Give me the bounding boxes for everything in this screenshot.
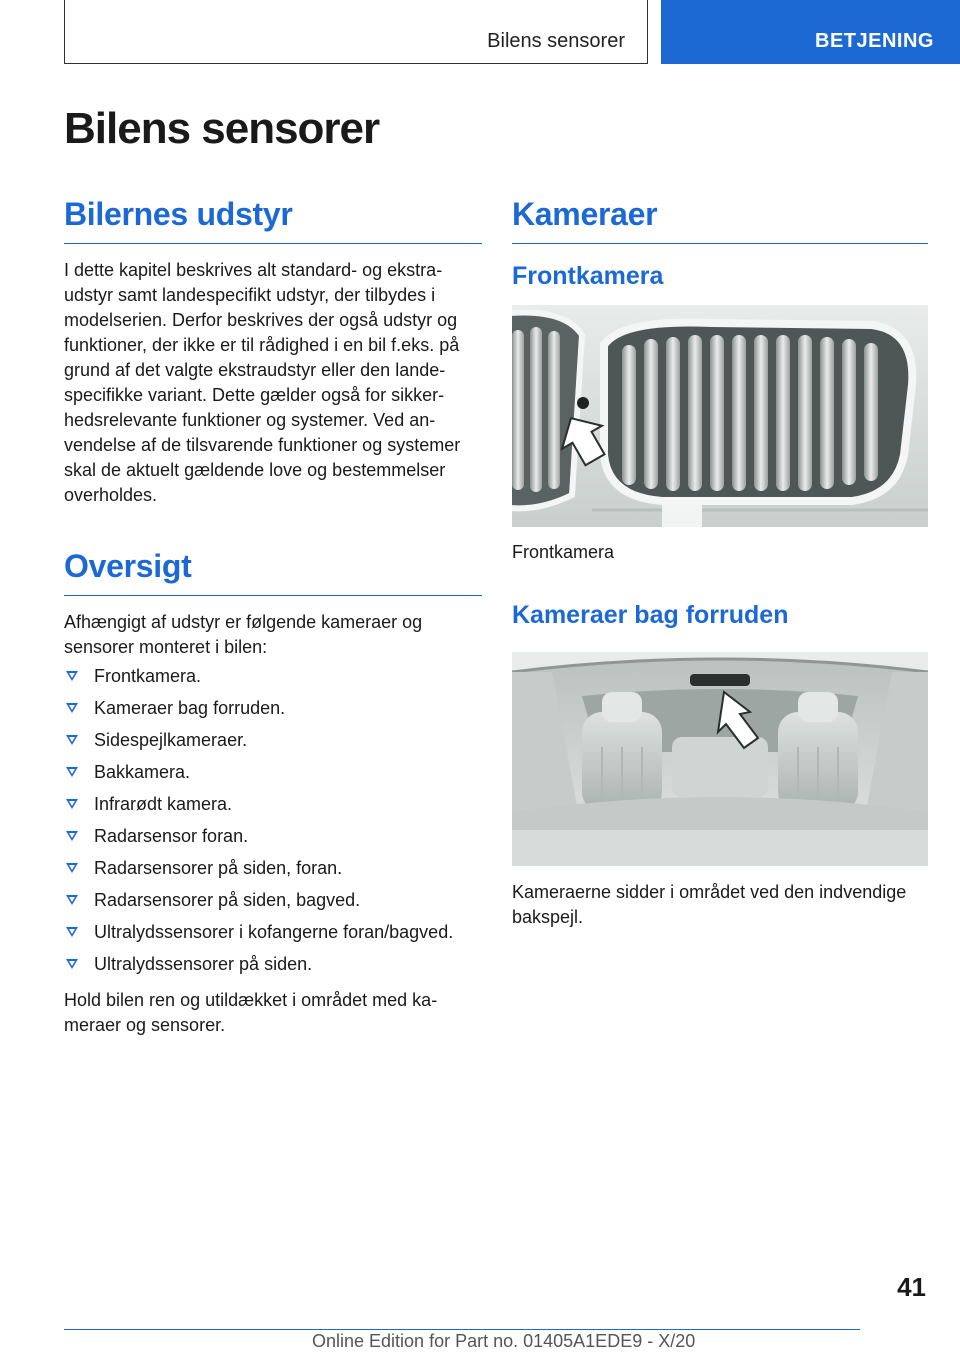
list-item: Kameraer bag forruden. <box>64 696 484 728</box>
closing-text: Hold bilen ren og utildækket i området med kameraer og sensorer. <box>64 990 438 1035</box>
kidney-grille-illustration <box>512 305 928 527</box>
list-item: Bakkamera. <box>64 760 484 792</box>
front-camera-image <box>512 305 928 527</box>
car-interior-illustration <box>512 652 928 866</box>
triangle-bullet-icon <box>66 767 78 777</box>
equipment-heading: Bilernes udstyr <box>64 196 482 244</box>
page-number: 41 <box>897 1272 926 1302</box>
list-item: Radarsensor foran. <box>64 824 484 856</box>
windshield-camera-caption: Kameraerne sidder i området ved den indvendige bakspejl. <box>512 882 907 927</box>
list-item: Sidespejlkameraer. <box>64 728 484 760</box>
header-section-title: Bilens sensorer <box>487 30 625 52</box>
triangle-bullet-icon <box>66 799 78 809</box>
triangle-bullet-icon <box>66 927 78 937</box>
triangle-bullet-icon <box>66 735 78 745</box>
overview-heading: Oversigt <box>64 548 482 596</box>
list-item: Radarsensorer på siden, bagved. <box>64 888 484 920</box>
header-box <box>64 0 648 64</box>
page-title: Bilens sensorer <box>64 104 380 153</box>
front-camera-heading: Frontkamera <box>512 262 664 290</box>
triangle-bullet-icon <box>66 959 78 969</box>
windshield-camera-heading: Kameraer bag forruden <box>512 601 789 629</box>
list-item: Ultralydssensorer på siden. <box>64 952 484 984</box>
list-item: Infrarødt kamera. <box>64 792 484 824</box>
footer-divider <box>64 1329 860 1330</box>
triangle-bullet-icon <box>66 863 78 873</box>
triangle-bullet-icon <box>66 831 78 841</box>
front-camera-caption: Frontkamera <box>512 542 615 562</box>
list-item: Ultralydssensorer i kofangerne foran/bagved. <box>64 920 484 952</box>
list-item: Frontkamera. <box>64 664 484 696</box>
windshield-camera-image <box>512 652 928 866</box>
triangle-bullet-icon <box>66 671 78 681</box>
footer-edition: Online Edition for Part no. 01405A1EDE9 - X/20 <box>312 1331 696 1351</box>
list-item: Radarsensorer på siden, foran. <box>64 856 484 888</box>
equipment-text: I dette kapitel beskrives alt standard- og ekstraudstyr samt landespecifikt udstyr, der tilbydes i modelserien. Derfor beskrives der også udstyr og funktioner, der ikke er til rådighed i en bil f.eks. på grund af det valgte ekstraudstyr eller den landespecifikke variant. Dette gælder også for sikkerhedsrelevante funktioner og systemer. Ved anvendelse af de tilsvarende funktioner og systemer skal de aktuelt gældende love og bestemmelser overholdes. <box>64 260 461 505</box>
triangle-bullet-icon <box>66 703 78 713</box>
triangle-bullet-icon <box>66 895 78 905</box>
header-chapter-tab[interactable]: BETJENING <box>661 0 960 64</box>
cameras-heading: Kameraer <box>512 196 928 244</box>
sensor-list <box>64 664 484 984</box>
overview-intro: Afhængigt af udstyr er følgende kameraer og sensorer monteret i bilen: <box>64 612 423 657</box>
